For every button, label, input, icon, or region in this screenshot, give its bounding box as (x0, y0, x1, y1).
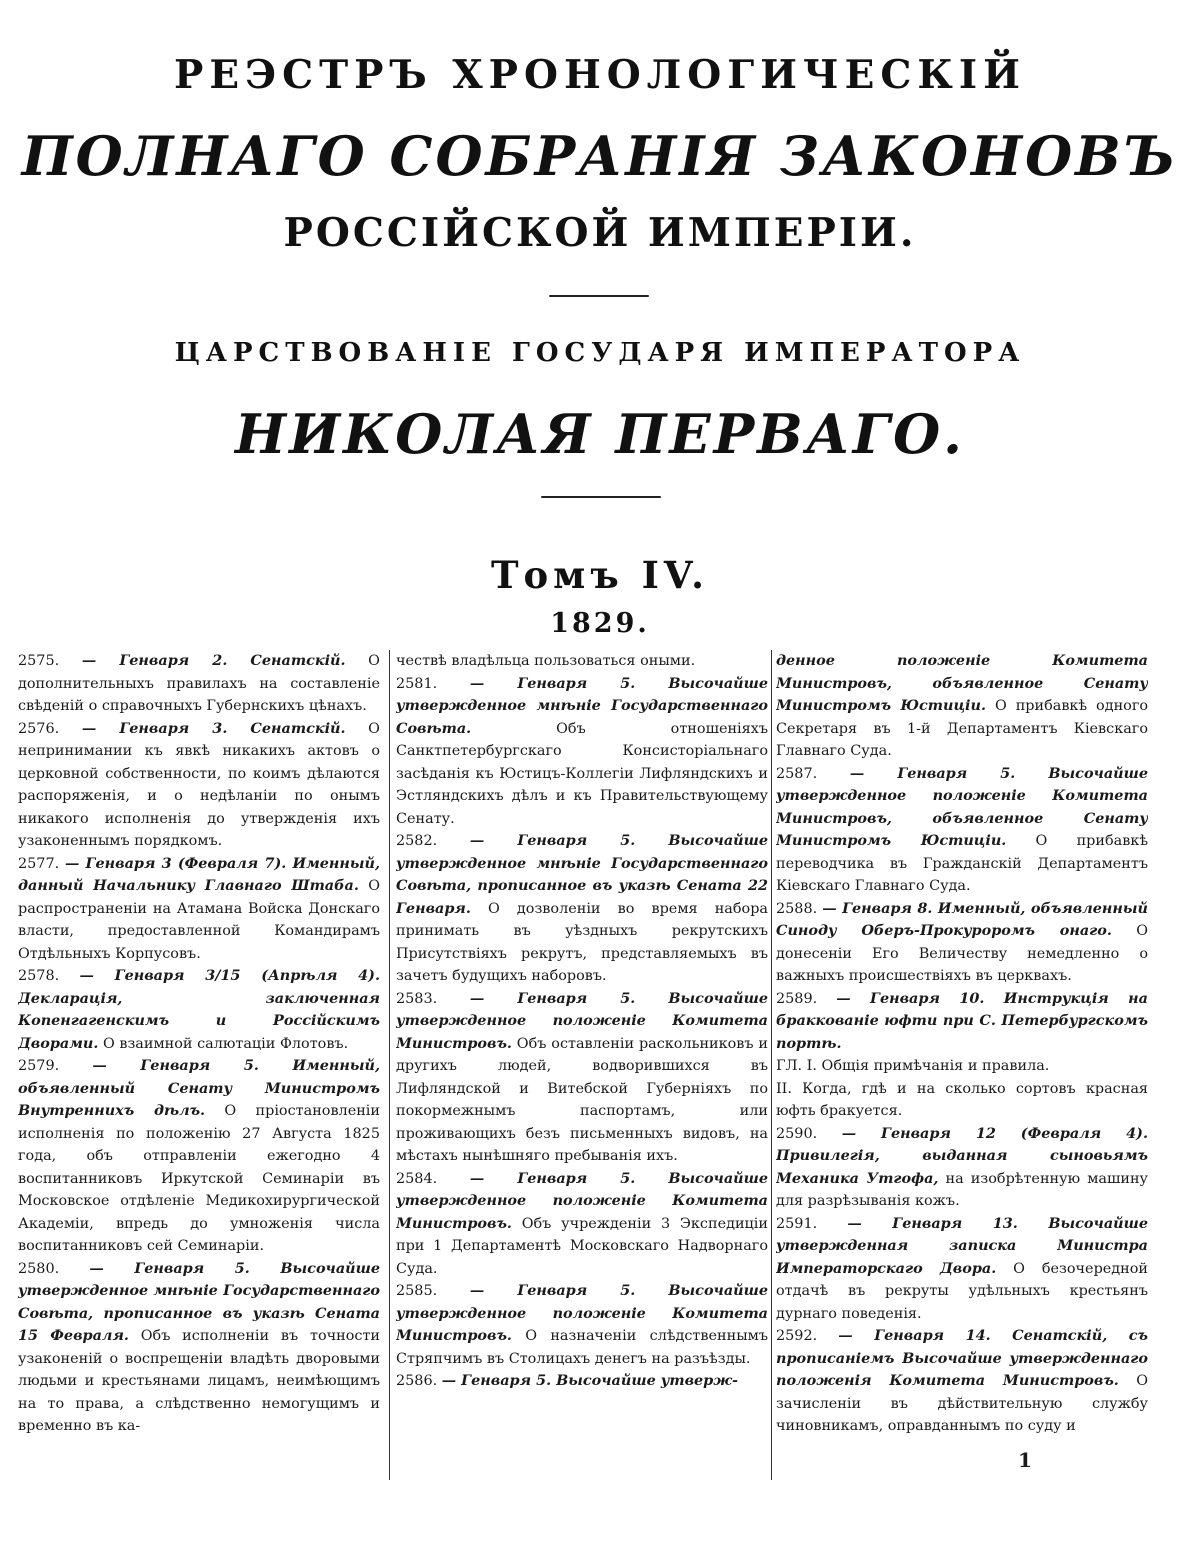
entry-date: — Генваря 3/15 (Апрѣля 4). Декларація, заключенная Копенгагенскимъ и Россійскимъ Дворами. (18, 967, 380, 1052)
entry-text: О непринимании къ явкѣ никакихъ актовъ о церковной собственности, по коимъ дѣлаются распоряженія, и о недѣланіи по онымъ никакого исполненія до утвержденія ихъ узаконеннымъ порядкомъ. (18, 720, 380, 849)
entry-date: — Генваря 5. Высочайше утвержденное положеніе Комитета Министровъ. (396, 1282, 768, 1344)
entry-text: О пріостановленіи исполненія по положенію 27 Августа 1825 года, объ отправленіи ежегодно 4 воспитанниковъ Иркутской Семинаріи въ Московское отдѣленіе Медикохирургической Академіи, впредь до умноженія числа воспитанниковъ сей Семинаріи. (18, 1103, 380, 1254)
entry-number: 2590. (776, 1125, 818, 1142)
entry-text: О безочередной отдачѣ въ рекруты удѣльныхъ крестьянъ дурнаго поведенія. (776, 1260, 1148, 1322)
law-entry (396, 1168, 768, 1281)
emperor-name: НИКОЛАЯ ПЕРВАГО. (235, 402, 965, 466)
entry-date: — Генваря 3 (Февраля 7). Именный, данный Начальнику Главнаго Штаба. (18, 854, 380, 894)
year-label: 1829. (550, 608, 650, 639)
entry-date: — Генваря 5. Высочайше утвержденное положеніе Комитета Министровъ. (396, 1169, 768, 1232)
law-entry (776, 650, 1148, 763)
volume-label: Томъ IV. (490, 553, 710, 597)
section-divider (541, 496, 661, 498)
law-entry (776, 1213, 1148, 1326)
law-entry (18, 853, 380, 966)
registry-title: РЕЭСТРЪ ХРОНОЛОГИЧЕСКІЙ (174, 52, 1026, 98)
law-entry (396, 830, 768, 988)
law-entry (396, 673, 768, 831)
entry-number: 2589. (776, 990, 818, 1007)
entry-text: О распространеніи на Атамана Войска Донскаго власти, предоставленной Командирамъ Отдѣльныхъ Корпусовъ. (18, 878, 380, 962)
entry-text: на изобрѣтенную машину для разрѣзыванія кожъ. (776, 1170, 1148, 1209)
entry-number: 2575. (18, 653, 60, 669)
entry-number: 2578. (18, 968, 60, 984)
law-entry (776, 898, 1148, 988)
law-entry (776, 1325, 1148, 1438)
entry-number: 2592. (776, 1328, 818, 1344)
entry-number: 2577. (18, 855, 60, 872)
entry-text: II. Когда, гдѣ и на сколько сортовъ красная юфть бракуется. (776, 1080, 1148, 1119)
entry-number: 2580. (18, 1260, 60, 1277)
title-divider (549, 295, 649, 297)
entry-text: ГЛ. I. Общія примѣчанія и правила. (776, 1058, 1050, 1074)
entry-text: О прибавкѣ переводчика въ Гражданскій Департаментъ Кіевскаго Главнаго Суда. (776, 833, 1148, 894)
entry-text: чествѣ владѣльца пользоваться оными. (396, 653, 696, 669)
empire-title: РОССІЙСКОЙ ИМПЕРІИ. (283, 210, 917, 256)
entry-number: 2576. (18, 720, 60, 737)
entry-number: 2582. (396, 833, 438, 849)
law-entry (18, 718, 380, 853)
law-entry (18, 1055, 380, 1258)
entry-text: Объ учрежденіи 3 Экспедиціи при 1 Департаментѣ Московскаго Надворнаго Суда. (396, 1215, 768, 1277)
entry-number: 2579. (18, 1058, 60, 1074)
entry-text: О дополнительныхъ правилахъ на составленіе свѣденій о справочныхъ Губернскихъ цѣнахъ. (18, 653, 380, 714)
left-column (18, 650, 380, 1475)
entry-date: — Генваря 5. Именный, объявленный Сенату Министромъ Внутреннихъ дѣлъ. (18, 1057, 380, 1119)
entry-text: О прибавкѣ одного Секретаря въ 1-й Департаментъ Кіевскаго Главнаго Суда. (776, 698, 1148, 759)
law-entry (396, 650, 768, 673)
entry-date: — Генваря 13. Высочайше утвержденная записка Министра Императорскаго Двора. (776, 1214, 1148, 1277)
reign-title: ЦАРСТВОВАНІЕ ГОСУДАРЯ ИМПЕРАТОРА (174, 338, 1026, 368)
column-divider (389, 650, 390, 1480)
entry-date: — Генваря 5. Высочайше утвержденное мнѣніе Государственнаго Совѣта. (396, 674, 768, 737)
entry-date: — Генваря 12 (Февраля 4). Привилегія, выданная сыновьямъ Механика Утгофа, (776, 1124, 1148, 1187)
right-column (776, 650, 1148, 1475)
entry-text: О назначеніи слѣдственнымъ Стряпчимъ въ Столицахъ денегъ на разъѣзды. (396, 1328, 768, 1367)
middle-column (396, 650, 768, 1475)
page-number: 1 (1018, 1448, 1032, 1472)
law-entry (18, 965, 380, 1055)
entry-number: 2591. (776, 1215, 818, 1232)
law-entry (776, 1123, 1148, 1213)
column-divider (771, 650, 772, 1480)
law-entry (396, 1280, 768, 1370)
entry-date: — Генваря 5. Высочайше утвержденное положеніе Комитета Министровъ, объявленное Сенату Министромъ Юстиціи. (776, 764, 1148, 849)
entry-number: 2581. (396, 675, 438, 692)
entry-number: 2583. (396, 990, 438, 1007)
law-entry (776, 988, 1148, 1056)
entry-number: 2585. (396, 1283, 438, 1299)
entry-date: — Генваря 8. Именный, объявленный Синоду Оберъ-Прокуроромъ онаго. (776, 899, 1148, 939)
entry-date: — Генваря 10. Инструкція на браккованіе юфти при С. Петербургскомъ портѣ. (776, 989, 1148, 1052)
law-entry (776, 1078, 1148, 1123)
collection-title: ПОЛНАГО СОБРАНІЯ ЗАКОНОВЪ (21, 124, 1179, 188)
entry-date: — Генваря 5. Высочайше утверж- (441, 1372, 738, 1389)
entry-number: 2588. (776, 900, 818, 917)
entry-number: 2586. (396, 1373, 438, 1389)
entry-date: — Генваря 3. Сенатскій. (81, 719, 346, 737)
entry-text: О дозволеніи во время набора принимать въ уѣздныхъ рекрутскихъ Присутствіяхъ рекрутъ, представляемыхъ въ зачетъ будущихъ наборовъ. (396, 900, 768, 984)
entry-date: — Генваря 5. Высочайше утвержденное положеніе Комитета Министровъ. (396, 989, 768, 1052)
entry-text: Объ исполненіи въ точности узаконеній о воспрещеніи владѣть дворовыми людьми и крестьянами лицамъ, неимѣющимъ на то права, а слѣдственно немогущимъ и временно въ ка- (18, 1328, 380, 1434)
entry-text: Объ оставленіи раскольниковъ и другихъ людей, водворившихся въ Лифляндской и Витебской Губерніяхъ по покормежнымъ паспортамъ, или проживающихъ безъ письменныхъ видовъ, на мѣстахъ нынѣшняго пребыванія ихъ. (396, 1035, 768, 1164)
law-entry (18, 650, 380, 718)
entry-date: — Генваря 5. Высочайше утвержденное мнѣніе Государственнаго Совѣта, прописанное въ указѣ Сената 22 Генваря. (396, 832, 768, 917)
entry-number: 2587. (776, 765, 818, 782)
law-entry (776, 763, 1148, 898)
law-entry (396, 988, 768, 1168)
entry-text: Объ отношеніяхъ Санктпетербургскаго Консисторіальнаго засѣданія къ Юстицъ-Коллегіи Лифляндскихъ и Эстляндскихъ дѣлъ и къ Правительствующему Сенату. (396, 720, 768, 827)
entry-date: — Генваря 5. Высочайше утвержденное мнѣніе Государственнаго Совѣта, прописанное въ указѣ Сената 15 Февраля. (18, 1259, 380, 1344)
entry-number: 2584. (396, 1170, 438, 1187)
law-entry (776, 1055, 1148, 1078)
law-entry (396, 1370, 768, 1393)
entry-text: О взаимной салютаціи Флотовъ. (102, 1035, 349, 1052)
entry-text: О донесеніи Его Величеству немедленно о важныхъ происшествіяхъ въ церквахъ. (776, 923, 1148, 984)
law-entry (18, 1258, 380, 1438)
entry-date: — Генваря 14. Сенатскій, съ прописаніемъ Высочайше утвержденнаго положенія Комитета Министровъ. (776, 1327, 1148, 1389)
entry-date: — Генваря 2. Сенатскій. (81, 652, 346, 669)
entry-date: денное положеніе Комитета Министровъ, объявленное Сенату Министромъ Юстиціи. (776, 652, 1148, 714)
entry-text: О зачисленіи въ дѣйствительную службу чиновникамъ, оправданнымъ по суду и (776, 1373, 1148, 1434)
